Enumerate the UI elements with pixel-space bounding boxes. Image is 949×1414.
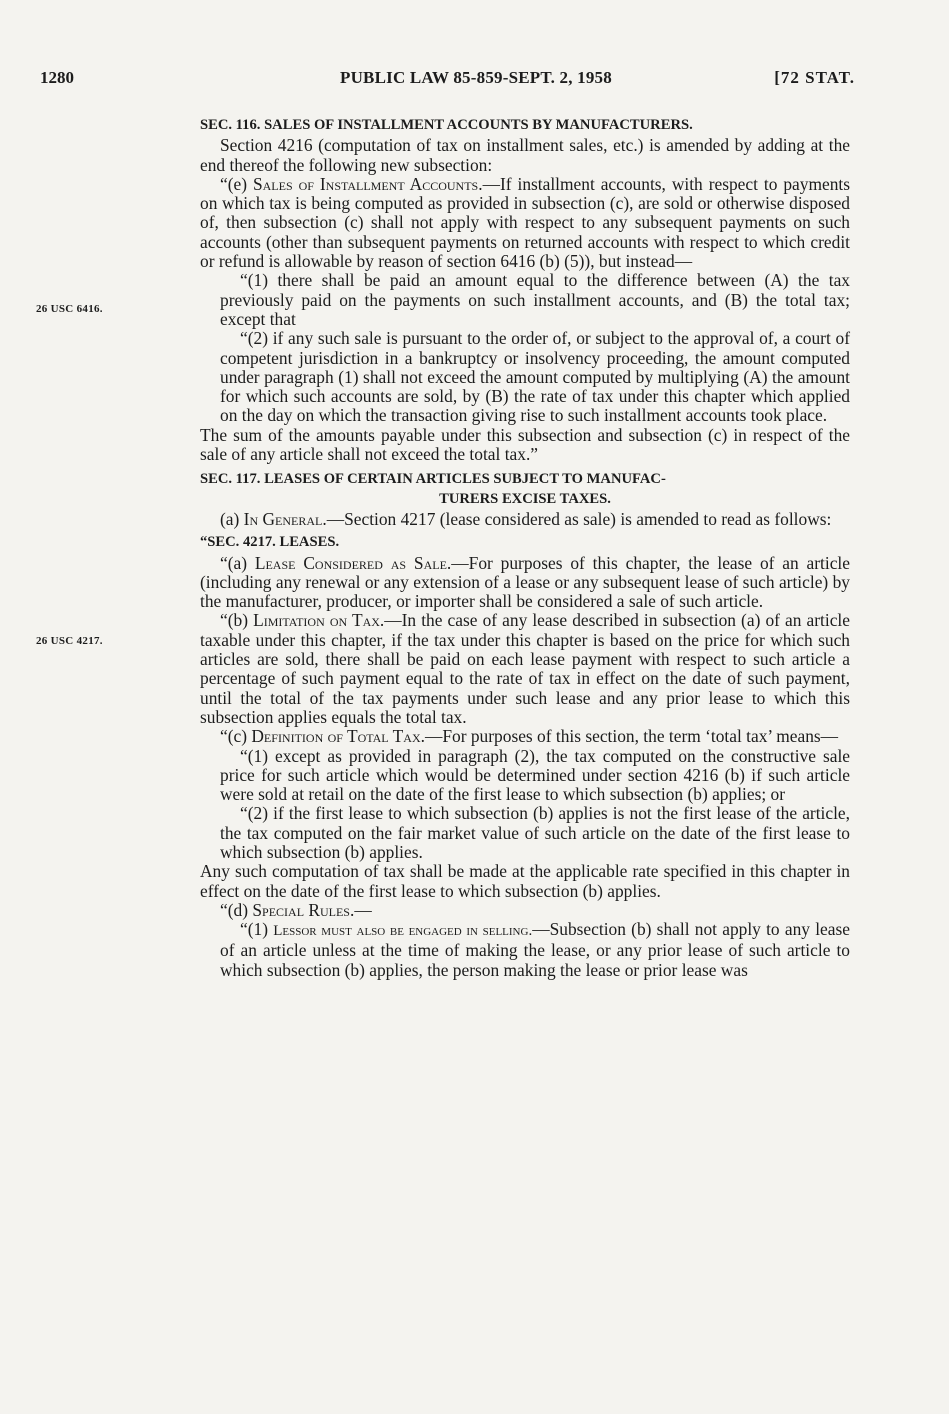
- paragraph-d-1-caption: Lessor must also be engaged in selling.: [273, 923, 533, 940]
- paragraph-c-open: “(c): [220, 726, 252, 747]
- paragraph-c-caption: Definition of Total Tax.: [251, 726, 425, 747]
- subsection-e-open: “(e): [220, 173, 253, 194]
- statute-body: [200, 114, 850, 980]
- section-116-intro: Section 4216 (computation of tax on installment sales, etc.) is amended by adding at the end thereof the following new subsection:: [200, 135, 850, 175]
- running-header: [40, 68, 855, 92]
- section-116-heading: SEC. 116. SALES OF INSTALLMENT ACCOUNTS BY MANUFACTURERS.: [200, 117, 693, 133]
- paragraph-d-open: “(d): [220, 899, 253, 920]
- subsection-e-text: —If installment accounts, with respect to payments on which tax is being computed as provided in subsection (c), are sold or otherwise disposed of, then subsection (c) shall not apply with respect to any subsequent payments on such accounts (other than subsequent payments on returned accounts with respect to which credit or refund is allowable by reason of section 6416 (b) (5)), but instead—: [200, 173, 850, 272]
- margin-note-usc-6416: 26 USC 6416.: [36, 303, 103, 315]
- subsection-e-caption: Sales of Installment Accounts.: [252, 173, 483, 194]
- paragraph-b-caption: Limitation on Tax.: [253, 610, 385, 631]
- section-117-heading-continued: TURERS EXCISE TAXES.: [439, 490, 611, 507]
- paragraph-d: [200, 901, 850, 920]
- paragraph-b: [200, 611, 850, 727]
- paragraph-c: [200, 727, 850, 746]
- paragraph-a-open: “(a): [220, 552, 255, 573]
- section-117-heading: SEC. 117. LEASES OF CERTAIN ARTICLES SUBJECT TO MANUFAC-: [200, 471, 666, 488]
- paragraph-c-closing: Any such computation of tax shall be made at the applicable rate specified in this chapter in effect on the date of the first lease to which subsection (b) applies.: [200, 861, 850, 901]
- section-117-a-caption: In General.: [243, 508, 327, 529]
- paragraph-d-1-open: “(1): [240, 919, 274, 940]
- section-4217-heading: “SEC. 4217. LEASES.: [200, 534, 340, 551]
- paragraph-b-open: “(b): [220, 610, 254, 631]
- statute-reference: [72 STAT.: [774, 68, 855, 87]
- subsection-e: [200, 175, 850, 271]
- margin-note-usc-4217: 26 USC 4217.: [36, 635, 103, 647]
- paragraph-b-text: —In the case of any lease described in subsection (a) of an article taxable under this chapter, if the tax under this chapter is based on the price for which such articles are sold, there shall be paid on each lease payment with respect to such article a percentage of such payment equal to the rate of tax in effect on the date of such payment, until the total of the tax payments under such lease and any prior lease to which this subsection applies equals the total tax.: [200, 610, 850, 727]
- running-title: PUBLIC LAW 85-859-SEPT. 2, 1958: [340, 68, 612, 87]
- subsection-e-paragraph-1: “(1) there shall be paid an amount equal to the difference between (A) the tax previously paid on the payments on such installment accounts, and (B) the total tax; except that: [220, 270, 850, 329]
- paragraph-a-caption: Lease Considered as Sale.: [254, 552, 452, 573]
- paragraph-d-dash: —: [354, 899, 372, 920]
- subsection-e-closing: The sum of the amounts payable under this subsection and subsection (c) in respect of the sale of any article shall not exceed the total tax.”: [200, 424, 850, 465]
- paragraph-a-text: —For purposes of this chapter, the lease of an article (including any renewal or any extension of a lease or any subsequent lease of such article) by the manufacturer, producer, or importer shall be considered a sale of such article.: [200, 552, 850, 612]
- paragraph-c-text: —For purposes of this section, the term ‘total tax’ means—: [424, 726, 839, 747]
- section-117-a-open: (a): [220, 508, 244, 529]
- paragraph-d-caption: Special Rules.: [252, 899, 355, 920]
- paragraph-d-1: [200, 920, 850, 980]
- page-number: 1280: [40, 68, 74, 87]
- subsection-e-paragraph-2: “(2) if any such sale is pursuant to the order of, or subject to the approval of, a court of competent jurisdiction in a bankruptcy or insolvency proceeding, the amount computed under paragraph (1) shall not exceed the amount computed by multiplying (A) the amount for which such accounts are sold, by (B) the rate of tax under this chapter which applied on the day on which the transaction giving rise to such installment accounts took place.: [220, 328, 850, 426]
- paragraph-c-1: “(1) except as provided in paragraph (2), the tax computed on the constructive sale price for such article which would be determined under section 4216 (b) if such article were sold at retail on the date of the first lease to which subsection (b) applies; or: [220, 745, 850, 805]
- paragraph-c-2: “(2) if the first lease to which subsection (b) applies is not the first lease of the article, the tax computed on the fair market value of such article on the date of the first lease to which subsection (b) applies.: [220, 803, 850, 862]
- paragraph-a: [200, 554, 850, 612]
- section-117-a: [200, 510, 850, 529]
- section-117-a-text: —Section 4217 (lease considered as sale) is amended to read as follows:: [326, 508, 832, 529]
- paragraph-d-1-text: —Subsection (b) shall not apply to any lease of an article unless at the time of making the lease, or any prior lease of such article to which subsection (b) applies, the person making the lease or prior lease was: [220, 919, 850, 980]
